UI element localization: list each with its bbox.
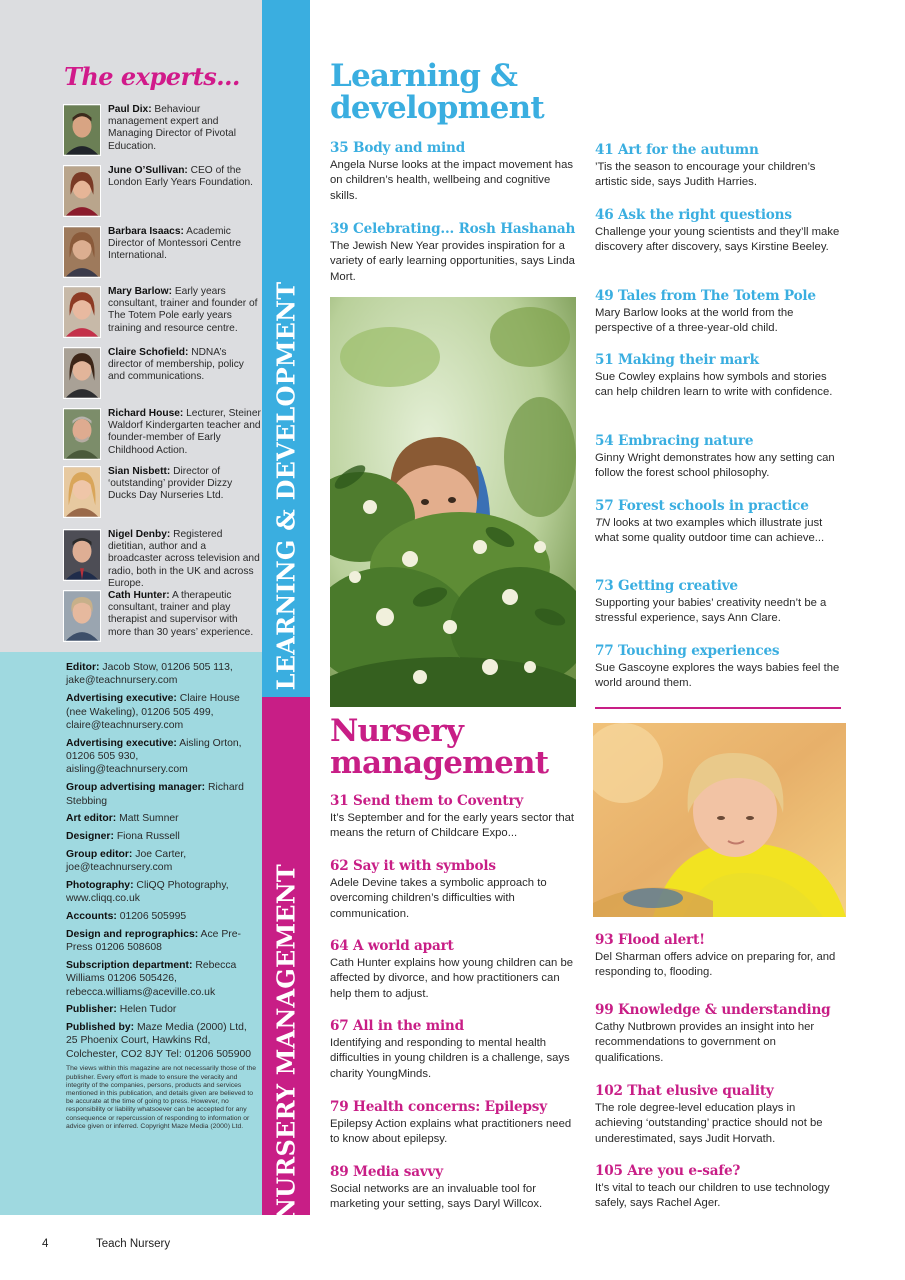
expert-entry — [63, 347, 261, 399]
article[interactable] — [595, 433, 845, 482]
article-title: 64 A world apart — [330, 938, 454, 954]
expert-photo — [63, 590, 101, 642]
article[interactable] — [595, 578, 845, 627]
credit-row — [66, 830, 258, 843]
article[interactable] — [330, 1099, 578, 1148]
expert-name: Claire Schofield: — [108, 347, 189, 358]
article[interactable] — [595, 1163, 845, 1212]
article-title: 41 Art for the autumn — [595, 142, 759, 158]
expert-name: Cath Hunter: — [108, 590, 170, 601]
management-heading-line1: Nursery — [330, 713, 464, 749]
article-title: 57 Forest schools in practice — [595, 498, 809, 514]
article-title: 67 All in the mind — [330, 1018, 464, 1034]
article[interactable] — [330, 793, 578, 842]
credit-label: Design and reprographics: — [66, 928, 199, 940]
article-title: 102 That elusive quality — [595, 1083, 774, 1099]
expert-name: Barbara Isaacs: — [108, 226, 184, 237]
credit-label: Editor: — [66, 662, 100, 673]
article-title: 105 Are you e-safe? — [595, 1163, 741, 1179]
management-heading — [330, 715, 548, 779]
credits-list — [66, 661, 258, 1131]
expert-bio: Registered dietitian, author and a broadcaster across television and radio, both in the UK and across Europe. — [108, 529, 260, 589]
credit-text: Helen Tudor — [116, 1004, 177, 1016]
credit-row — [66, 781, 258, 808]
credit-row — [66, 959, 258, 999]
learning-heading — [330, 60, 544, 124]
credit-row — [66, 910, 258, 923]
expert-photo — [63, 529, 101, 581]
article-title: 35 Body and mind — [330, 140, 466, 156]
article-desc: Adele Devine takes a symbolic approach to overcoming children’s difficulties with communication. — [330, 877, 547, 920]
credit-label: Accounts: — [66, 910, 117, 922]
credit-label: Subscription department: — [66, 959, 193, 971]
nursery-management-tab-label: NURSERY MANAGEMENT — [271, 864, 301, 1220]
expert-name: Paul Dix: — [108, 104, 152, 115]
credit-row — [66, 1021, 258, 1061]
disclaimer: The views within this magazine are not necessarily those of the publisher. Every effort is made to ensure the veracity and integrity of the companies, persons, products and services mentioned in this publication, and details given are believed to be accurate at the time of going to press. However, no responsibility or liability whatsoever can be accepted for any consequence or repercussion of responding to information or advice given or inferred. Copyright Maze Media (2000) Ltd. — [66, 1065, 257, 1130]
credit-row — [66, 661, 258, 688]
article-desc: Identifying and responding to mental health difficulties in young children is a challenge, says charity YoungMinds. — [330, 1037, 570, 1080]
article-desc: Epilepsy Action explains what practitioners need to know about epilepsy. — [330, 1118, 572, 1146]
credit-text: Maze Media (2000) Ltd, 25 Phoenix Court, Hawkins Rd, Colchester, CO2 8JY Tel: 01206 505900 — [66, 1021, 252, 1060]
article[interactable] — [330, 938, 578, 1002]
credit-label: Advertising executive: — [66, 693, 177, 705]
expert-entry — [63, 466, 261, 518]
credit-label: Photography: — [66, 879, 134, 891]
credit-text: Jacob Stow, 01206 505 113, jake@teachnursery.com — [66, 662, 233, 687]
expert-name: June O’Sullivan: — [108, 165, 188, 176]
article-title: 46 Ask the right questions — [595, 207, 792, 223]
credit-label: Publisher: — [66, 1004, 117, 1016]
credit-text: Claire House (nee Wakeling), 01206 505 499, claire@teachnursery.com — [66, 693, 240, 731]
expert-bio: Academic Director of Montessori Centre International. — [108, 226, 242, 262]
credit-text: Fiona Russell — [113, 830, 180, 842]
article-title: 79 Health concerns: Epilepsy — [330, 1099, 547, 1115]
expert-photo — [63, 408, 101, 460]
credit-label: Published by: — [66, 1021, 135, 1033]
article[interactable] — [330, 221, 578, 285]
section-divider — [595, 707, 841, 709]
expert-bio: CEO of the London Early Years Foundation. — [108, 165, 253, 189]
learning-development-tab — [262, 0, 310, 697]
article[interactable] — [595, 643, 845, 692]
expert-photo — [63, 226, 101, 278]
article-title: 54 Embracing nature — [595, 433, 754, 449]
article-title: 89 Media savvy — [330, 1164, 443, 1180]
learning-heading-line1: Learning & — [330, 58, 518, 94]
expert-bio: A therapeutic consultant, trainer and play therapist and supervisor with more than 30 years’ experience. — [108, 590, 254, 638]
publication-name: Teach Nursery — [96, 1238, 171, 1250]
learning-heading-line2: development — [330, 90, 544, 126]
article[interactable] — [330, 1018, 578, 1082]
article[interactable] — [595, 498, 845, 547]
article-desc: It’s vital to teach our children to use technology safely, says Rachel Ager. — [595, 1182, 830, 1210]
credit-text: CliQQ Photography, www.cliqq.co.uk — [66, 879, 229, 905]
experts-title: The experts... — [64, 62, 240, 91]
expert-entry — [63, 590, 261, 642]
article-title: 73 Getting creative — [595, 578, 738, 594]
article-desc: Cath Hunter explains how young children can be affected by divorce, and how practitioners can help them to adjust. — [330, 957, 574, 1000]
article[interactable] — [595, 932, 845, 981]
article[interactable] — [595, 207, 845, 256]
article-desc: It’s September and for the early years sector that means the return of Childcare Expo... — [330, 812, 575, 840]
expert-photo — [63, 466, 101, 518]
article-desc: Sue Gascoyne explores the ways babies feel the world around them. — [595, 662, 840, 690]
credit-text: Joe Carter, joe@teachnursery.com — [66, 848, 187, 874]
article-desc: Cathy Nutbrown provides an insight into her recommendations to government on qualifications. — [595, 1021, 815, 1064]
article[interactable] — [595, 1083, 845, 1147]
credit-row — [66, 737, 258, 777]
expert-entry — [63, 226, 261, 278]
expert-photo — [63, 165, 101, 217]
article-desc: Sue Cowley explains how symbols and stories can help children learn to write with confidence. — [595, 371, 833, 399]
expert-photo — [63, 104, 101, 156]
expert-photo — [63, 347, 101, 399]
article-title: 62 Say it with symbols — [330, 858, 496, 874]
expert-bio: Early years consultant, trainer and founder of The Totem Pole early years training and resource centre. — [108, 286, 258, 334]
toddler-painting-photo — [593, 723, 846, 917]
article-desc: Del Sharman offers advice on preparing for, and responding to, flooding. — [595, 951, 836, 979]
article-desc: Angela Nurse looks at the impact movement has on children’s health, wellbeing and cognitive skills. — [330, 159, 574, 202]
expert-name: Richard House: — [108, 408, 184, 419]
credit-text: Ace Pre-Press 01206 508608 — [66, 928, 241, 953]
expert-bio: NDNA’s director of membership, policy and communications. — [108, 347, 244, 383]
expert-entry — [63, 165, 261, 217]
credit-label: Group advertising manager: — [66, 782, 206, 794]
nursery-management-tab — [262, 697, 310, 1220]
credit-label: Advertising executive: — [66, 737, 177, 749]
expert-entry — [63, 529, 261, 590]
article-desc: Ginny Wright demonstrates how any setting can follow the forest school philosophy. — [595, 452, 835, 480]
expert-bio: Director of ‘outstanding’ provider Dizzy Ducks Day Nurseries Ltd. — [108, 466, 233, 502]
credit-label: Group editor: — [66, 848, 133, 860]
expert-entry — [63, 408, 261, 460]
article-desc: The Jewish New Year provides inspiration for a variety of early learning opportunities, says Linda Mort. — [330, 240, 575, 283]
article-desc: Mary Barlow looks at the world from the perspective of a three-year-old child. — [595, 307, 794, 335]
article[interactable] — [595, 352, 845, 401]
article-desc: Challenge your young scientists and they’ll make discovery after discovery, says Kirstine Beeley. — [595, 226, 840, 254]
article[interactable] — [595, 142, 845, 191]
credit-text: 01206 505995 — [116, 910, 187, 922]
credit-text: Rebecca Williams 01206 505426, rebecca.williams@aceville.co.uk — [66, 959, 237, 998]
credit-label: Art editor: — [66, 813, 117, 825]
credit-row — [66, 1003, 258, 1016]
credit-row — [66, 692, 258, 732]
article-desc-emphasis: TN — [595, 517, 611, 529]
article[interactable] — [330, 1164, 578, 1213]
credit-row — [66, 928, 258, 955]
article[interactable] — [330, 858, 578, 922]
expert-name: Sian Nisbett: — [108, 466, 171, 477]
article-desc: looks at two examples which illustrate just what some quality outdoor time can achieve... — [595, 517, 825, 545]
article-title: 77 Touching experiences — [595, 643, 780, 659]
credit-row — [66, 812, 258, 825]
expert-entry — [63, 286, 261, 338]
credit-row — [66, 848, 258, 875]
article-title: 99 Knowledge & understanding — [595, 1002, 831, 1018]
article-desc: Social networks are an invaluable tool for marketing your setting, says Daryl Willcox. — [330, 1183, 543, 1211]
article-desc: Supporting your babies’ creativity needn’t be a stressful experience, says Ann Clare. — [595, 597, 827, 625]
page-number: 4 — [42, 1238, 49, 1250]
article-title: 31 Send them to Coventry — [330, 793, 524, 809]
credit-label: Designer: — [66, 830, 114, 842]
article-desc: ’Tis the season to encourage your children’s artistic side, says Judith Harries. — [595, 161, 816, 189]
learning-development-tab-label: LEARNING & DEVELOPMENT — [271, 281, 301, 691]
credit-text: Matt Sumner — [116, 813, 179, 825]
article[interactable] — [330, 140, 578, 204]
expert-bio: Lecturer, Steiner Waldorf Kindergarten teacher and founder-member of Early Childhood Action. — [108, 408, 261, 456]
management-heading-line2: management — [330, 745, 549, 781]
expert-photo — [63, 286, 101, 338]
article-title: 51 Making their mark — [595, 352, 759, 368]
boy-in-bush-photo — [330, 297, 576, 707]
article-title: 39 Celebrating... Rosh Hashanah — [330, 221, 576, 237]
credit-text: Aisling Orton, 01206 505 930, aisling@teachnursery.com — [66, 737, 242, 776]
expert-name: Nigel Denby: — [108, 529, 171, 540]
expert-name: Mary Barlow: — [108, 286, 172, 297]
credit-row — [66, 879, 258, 906]
expert-entry — [63, 104, 261, 156]
article-title: 93 Flood alert! — [595, 932, 705, 948]
article[interactable] — [595, 288, 845, 337]
credit-text: Richard Stebbing — [66, 782, 244, 807]
article-title: 49 Tales from The Totem Pole — [595, 288, 816, 304]
article-desc: The role degree-level education plays in achieving ‘outstanding’ practice should not be underestimated, says Judit Horvath. — [595, 1102, 823, 1145]
article[interactable] — [595, 1002, 845, 1066]
expert-bio: Behaviour management expert and Managing Director of Pivotal Education. — [108, 104, 236, 152]
